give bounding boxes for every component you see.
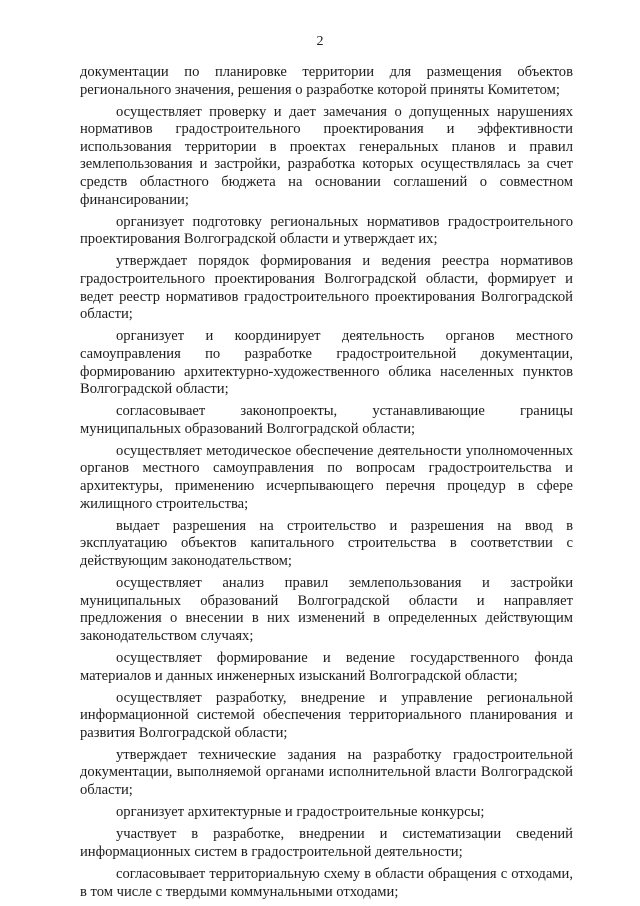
paragraph: согласовывает территориальную схему в области обращения с отходами, в том числе с твердыми коммунальными отходами;	[80, 865, 573, 900]
paragraph: осуществляет формирование и ведение государственного фонда материалов и данных инженерных изысканий Волгоградской области;	[80, 649, 573, 684]
document-body	[80, 64, 573, 906]
paragraph: выдает разрешения на строительство и разрешения на ввод в эксплуатацию объектов капитального строительства в соответствии с действующим законодательством;	[80, 517, 573, 569]
paragraph: организует архитектурные и градостроительные конкурсы;	[116, 804, 485, 821]
paragraph: осуществляет анализ правил землепользования и застройки муниципальных образований Волгоградской области и направляет предложения о внесении в них изменений в определенных действующим законодательством случаях;	[80, 575, 573, 644]
paragraph: согласовывает законопроекты, устанавливающие границы муниципальных образований Волгоградской области;	[80, 403, 573, 437]
page-number: 2	[316, 34, 324, 49]
paragraph: участвует в разработке, внедрении и систематизации сведений информационных систем в градостроительной деятельности;	[80, 826, 573, 860]
paragraph: документации по планировке территории для размещения объектов регионального значения, решения о разработке которой приняты Комитетом;	[80, 64, 573, 98]
paragraph: утверждает технические задания на разработку градостроительной документации, выполняемой органами исполнительной власти Волгоградской области;	[80, 746, 573, 799]
paragraph: осуществляет методическое обеспечение деятельности уполномоченных органов местного самоуправления по вопросам градостроительства и архитектуры, применению исчерпывающего перечня процедур в сфере жилищного строительства;	[80, 442, 573, 512]
paragraph: организует подготовку региональных нормативов градостроительного проектирования Волгоградской области и утверждает их;	[80, 213, 573, 248]
paragraph: организует и координирует деятельность органов местного самоуправления по разработке градостроительной документации, формированию архитектурно-художественного облика населенных пунктов Волгоградской области;	[80, 328, 573, 398]
paragraph: утверждает порядок формирования и ведения реестра нормативов градостроительного проектирования Волгоградской области, формирует и ведет реестр нормативов градостроительного проектирования Волгоградской области;	[80, 253, 573, 323]
paragraph: осуществляет проверку и дает замечания о допущенных нарушениях нормативов градостроительного проектирования и эффективности использования территории в проектах генеральных планов и правил землепользования и застройки, разработка которых осуществлялась за счет средств областного бюджета на основании соглашений о совместном финансировании;	[80, 103, 573, 208]
paragraph: осуществляет разработку, внедрение и управление региональной информационной системой обеспечения территориального планирования и развития Волгоградской области;	[80, 689, 573, 741]
